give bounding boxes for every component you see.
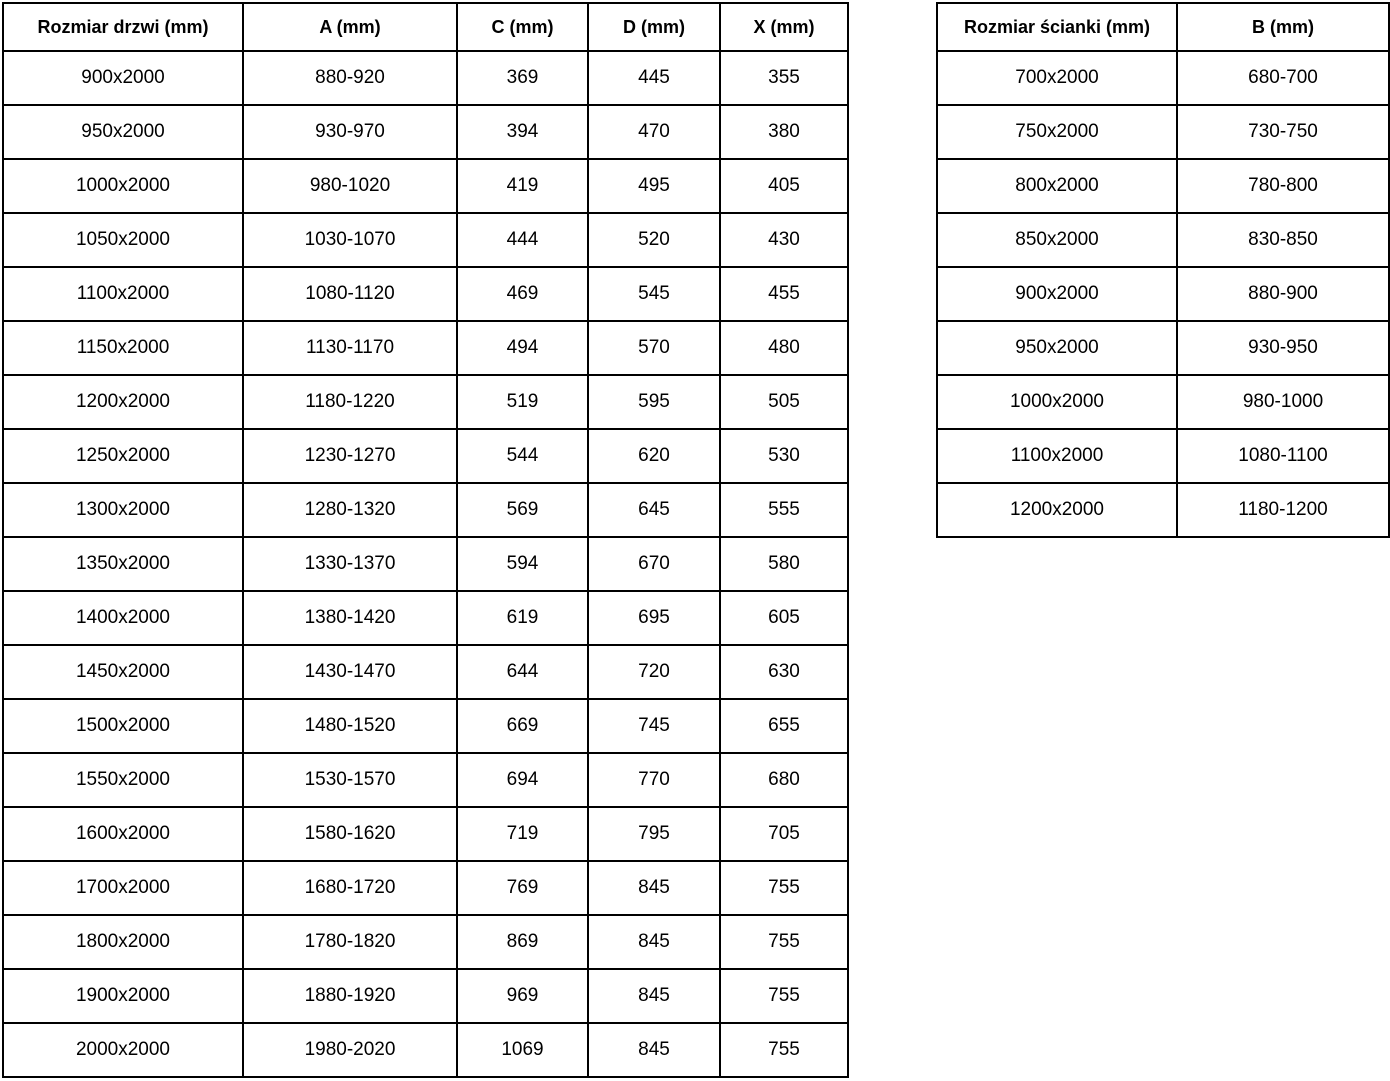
table-cell: 1130-1170 bbox=[243, 321, 457, 375]
table-row bbox=[937, 159, 1389, 213]
table-cell: 930-950 bbox=[1177, 321, 1389, 375]
column-header: Rozmiar drzwi (mm) bbox=[3, 3, 243, 51]
table-cell: 1600x2000 bbox=[3, 807, 243, 861]
table-cell: 644 bbox=[457, 645, 588, 699]
table-cell: 755 bbox=[720, 1023, 848, 1077]
table-cell: 930-970 bbox=[243, 105, 457, 159]
table-cell: 800x2000 bbox=[937, 159, 1177, 213]
table-cell: 1700x2000 bbox=[3, 861, 243, 915]
table-row bbox=[3, 645, 848, 699]
table-row bbox=[3, 699, 848, 753]
table-cell: 1780-1820 bbox=[243, 915, 457, 969]
table-cell: 1300x2000 bbox=[3, 483, 243, 537]
header-row bbox=[3, 3, 848, 51]
column-header: B (mm) bbox=[1177, 3, 1389, 51]
door-size-table-header bbox=[3, 3, 848, 51]
table-cell: 620 bbox=[588, 429, 720, 483]
table-cell: 1100x2000 bbox=[937, 429, 1177, 483]
table-cell: 495 bbox=[588, 159, 720, 213]
table-cell: 1480-1520 bbox=[243, 699, 457, 753]
table-row bbox=[937, 51, 1389, 105]
table-cell: 519 bbox=[457, 375, 588, 429]
table-cell: 900x2000 bbox=[937, 267, 1177, 321]
table-row bbox=[937, 213, 1389, 267]
table-row bbox=[3, 267, 848, 321]
table-cell: 444 bbox=[457, 213, 588, 267]
column-header: X (mm) bbox=[720, 3, 848, 51]
column-header: C (mm) bbox=[457, 3, 588, 51]
table-row bbox=[3, 591, 848, 645]
table-cell: 969 bbox=[457, 969, 588, 1023]
table-row bbox=[937, 483, 1389, 537]
wall-size-table bbox=[936, 2, 1390, 538]
table-row bbox=[937, 105, 1389, 159]
table-cell: 1430-1470 bbox=[243, 645, 457, 699]
door-size-table bbox=[2, 2, 849, 1078]
table-cell: 545 bbox=[588, 267, 720, 321]
table-cell: 795 bbox=[588, 807, 720, 861]
table-cell: 569 bbox=[457, 483, 588, 537]
table-cell: 355 bbox=[720, 51, 848, 105]
door-size-table-body bbox=[3, 51, 848, 1077]
table-cell: 980-1000 bbox=[1177, 375, 1389, 429]
table-cell: 570 bbox=[588, 321, 720, 375]
column-header: D (mm) bbox=[588, 3, 720, 51]
table-cell: 520 bbox=[588, 213, 720, 267]
table-cell: 505 bbox=[720, 375, 848, 429]
table-cell: 470 bbox=[588, 105, 720, 159]
table-cell: 694 bbox=[457, 753, 588, 807]
table-row bbox=[3, 807, 848, 861]
table-cell: 950x2000 bbox=[937, 321, 1177, 375]
table-cell: 595 bbox=[588, 375, 720, 429]
table-cell: 530 bbox=[720, 429, 848, 483]
table-cell: 745 bbox=[588, 699, 720, 753]
table-row bbox=[937, 429, 1389, 483]
table-cell: 845 bbox=[588, 1023, 720, 1077]
table-cell: 1080-1100 bbox=[1177, 429, 1389, 483]
table-cell: 1030-1070 bbox=[243, 213, 457, 267]
table-cell: 845 bbox=[588, 969, 720, 1023]
table-cell: 1250x2000 bbox=[3, 429, 243, 483]
header-row bbox=[937, 3, 1389, 51]
table-cell: 669 bbox=[457, 699, 588, 753]
table-cell: 680-700 bbox=[1177, 51, 1389, 105]
table-cell: 1530-1570 bbox=[243, 753, 457, 807]
table-row bbox=[3, 51, 848, 105]
table-cell: 369 bbox=[457, 51, 588, 105]
table-cell: 2000x2000 bbox=[3, 1023, 243, 1077]
table-cell: 850x2000 bbox=[937, 213, 1177, 267]
table-cell: 630 bbox=[720, 645, 848, 699]
table-cell: 455 bbox=[720, 267, 848, 321]
table-cell: 1980-2020 bbox=[243, 1023, 457, 1077]
table-cell: 1500x2000 bbox=[3, 699, 243, 753]
table-cell: 555 bbox=[720, 483, 848, 537]
table-cell: 695 bbox=[588, 591, 720, 645]
table-cell: 1100x2000 bbox=[3, 267, 243, 321]
table-cell: 670 bbox=[588, 537, 720, 591]
table-cell: 544 bbox=[457, 429, 588, 483]
table-cell: 845 bbox=[588, 861, 720, 915]
table-cell: 619 bbox=[457, 591, 588, 645]
table-row bbox=[3, 753, 848, 807]
table-cell: 1069 bbox=[457, 1023, 588, 1077]
table-cell: 1180-1220 bbox=[243, 375, 457, 429]
table-cell: 680 bbox=[720, 753, 848, 807]
table-cell: 1330-1370 bbox=[243, 537, 457, 591]
table-cell: 594 bbox=[457, 537, 588, 591]
wall-size-table-body bbox=[937, 51, 1389, 537]
table-cell: 380 bbox=[720, 105, 848, 159]
table-row bbox=[3, 861, 848, 915]
table-row bbox=[937, 375, 1389, 429]
table-cell: 719 bbox=[457, 807, 588, 861]
table-cell: 1580-1620 bbox=[243, 807, 457, 861]
table-cell: 750x2000 bbox=[937, 105, 1177, 159]
table-cell: 755 bbox=[720, 861, 848, 915]
table-cell: 1050x2000 bbox=[3, 213, 243, 267]
table-cell: 1550x2000 bbox=[3, 753, 243, 807]
table-row bbox=[3, 969, 848, 1023]
table-cell: 1150x2000 bbox=[3, 321, 243, 375]
table-cell: 980-1020 bbox=[243, 159, 457, 213]
table-cell: 720 bbox=[588, 645, 720, 699]
table-cell: 880-900 bbox=[1177, 267, 1389, 321]
table-row bbox=[3, 1023, 848, 1077]
table-cell: 1380-1420 bbox=[243, 591, 457, 645]
table-cell: 605 bbox=[720, 591, 848, 645]
table-cell: 1680-1720 bbox=[243, 861, 457, 915]
table-cell: 494 bbox=[457, 321, 588, 375]
table-cell: 1280-1320 bbox=[243, 483, 457, 537]
table-cell: 780-800 bbox=[1177, 159, 1389, 213]
table-cell: 430 bbox=[720, 213, 848, 267]
table-row bbox=[3, 105, 848, 159]
table-cell: 1230-1270 bbox=[243, 429, 457, 483]
table-cell: 1200x2000 bbox=[937, 483, 1177, 537]
table-row bbox=[3, 429, 848, 483]
table-cell: 655 bbox=[720, 699, 848, 753]
table-cell: 1400x2000 bbox=[3, 591, 243, 645]
table-row bbox=[3, 213, 848, 267]
table-row bbox=[937, 321, 1389, 375]
table-row bbox=[3, 537, 848, 591]
table-cell: 900x2000 bbox=[3, 51, 243, 105]
table-cell: 580 bbox=[720, 537, 848, 591]
table-cell: 700x2000 bbox=[937, 51, 1177, 105]
table-cell: 645 bbox=[588, 483, 720, 537]
table-cell: 469 bbox=[457, 267, 588, 321]
table-cell: 394 bbox=[457, 105, 588, 159]
column-header: Rozmiar ścianki (mm) bbox=[937, 3, 1177, 51]
table-cell: 755 bbox=[720, 969, 848, 1023]
table-cell: 405 bbox=[720, 159, 848, 213]
table-cell: 1180-1200 bbox=[1177, 483, 1389, 537]
table-cell: 1900x2000 bbox=[3, 969, 243, 1023]
table-cell: 1800x2000 bbox=[3, 915, 243, 969]
table-cell: 705 bbox=[720, 807, 848, 861]
table-cell: 1450x2000 bbox=[3, 645, 243, 699]
table-row bbox=[937, 267, 1389, 321]
table-cell: 1000x2000 bbox=[937, 375, 1177, 429]
table-cell: 869 bbox=[457, 915, 588, 969]
table-cell: 1200x2000 bbox=[3, 375, 243, 429]
table-cell: 445 bbox=[588, 51, 720, 105]
table-cell: 1350x2000 bbox=[3, 537, 243, 591]
table-row bbox=[3, 915, 848, 969]
table-row bbox=[3, 375, 848, 429]
wall-size-table-header bbox=[937, 3, 1389, 51]
column-header: A (mm) bbox=[243, 3, 457, 51]
table-cell: 730-750 bbox=[1177, 105, 1389, 159]
table-cell: 419 bbox=[457, 159, 588, 213]
table-cell: 755 bbox=[720, 915, 848, 969]
table-cell: 770 bbox=[588, 753, 720, 807]
table-cell: 845 bbox=[588, 915, 720, 969]
table-row bbox=[3, 321, 848, 375]
table-cell: 1880-1920 bbox=[243, 969, 457, 1023]
table-row bbox=[3, 159, 848, 213]
table-cell: 1000x2000 bbox=[3, 159, 243, 213]
table-cell: 769 bbox=[457, 861, 588, 915]
table-cell: 880-920 bbox=[243, 51, 457, 105]
table-cell: 830-850 bbox=[1177, 213, 1389, 267]
table-cell: 1080-1120 bbox=[243, 267, 457, 321]
table-cell: 480 bbox=[720, 321, 848, 375]
table-row bbox=[3, 483, 848, 537]
table-cell: 950x2000 bbox=[3, 105, 243, 159]
